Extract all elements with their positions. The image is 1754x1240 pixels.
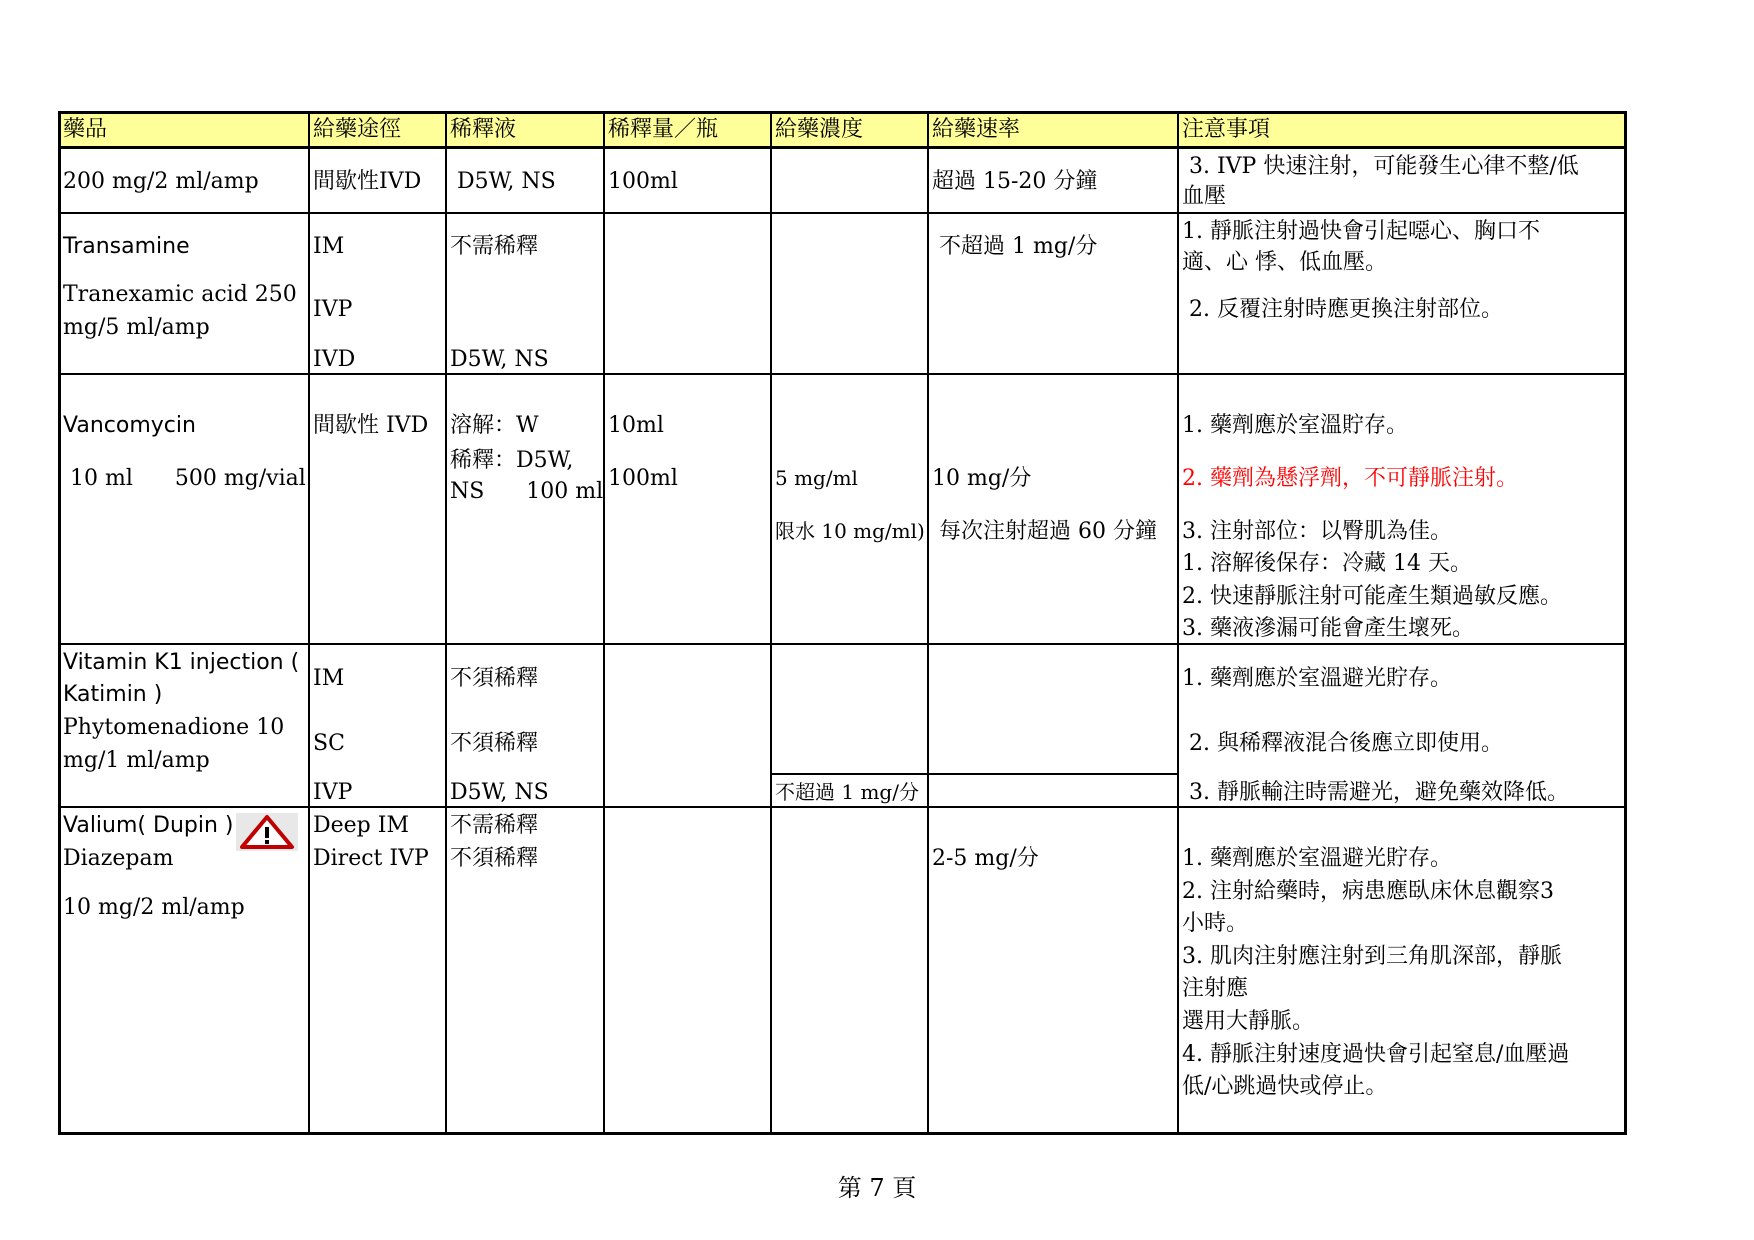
valium-generic: Diazepam [63,846,174,871]
vitk-note3: 3. 靜脈輸注時需避光，避免藥效降低。 [1182,780,1569,805]
cont-route: 間歇性IVD [313,169,422,194]
transamine-note2: 2. 反覆注射時應更換注射部位。 [1182,297,1503,322]
header-volume: 稀釋量／瓶 [608,117,719,142]
header-rate: 給藥速率 [932,117,1021,142]
transamine-generic-line2: mg/5 ml/amp [63,315,210,340]
cont-diluent: D5W, NS [450,169,556,194]
vancomycin-note5: 2. 快速靜脈注射可能產生類過敏反應。 [1182,584,1562,609]
header-diluent: 稀釋液 [450,117,517,142]
vancomycin-volume1: 10ml [608,413,664,438]
vancomycin-spec: 10 ml 500 mg/vial [63,466,306,491]
vancomycin-rate-limit: 每次注射超過 60 分鐘 [932,519,1157,544]
page-number: 第 7 頁 [837,1174,917,1202]
valium-note3-line2: 注射應 [1182,976,1249,1001]
warning-triangle-icon [236,813,298,851]
vitk-generic-line2: mg/1 ml/amp [63,748,210,773]
vitk-name-line1: Vitamin K1 injection ( [63,650,300,675]
valium-note2-line2: 小時。 [1182,911,1249,936]
transamine-rate: 不超過 1 mg/分 [932,234,1098,259]
transamine-note1-line2: 適、心 悸、低血壓。 [1182,250,1387,275]
vancomycin-dilute-line1: 稀釋：D5W, [450,448,574,473]
cont-volume: 100ml [608,169,678,194]
header-concentration: 給藥濃度 [775,117,864,142]
valium-note1: 1. 藥劑應於室溫避光貯存。 [1182,846,1452,871]
valium-route2: Direct IVP [313,846,429,871]
vancomycin-rate: 10 mg/分 [932,466,1032,491]
vancomycin-name: Vancomycin [63,413,196,438]
valium-note3-line1: 3. 肌肉注射應注射到三角肌深部，靜脈 [1182,944,1562,969]
transamine-name: Transamine [63,234,190,259]
vancomycin-concentration-limit: 限水 10 mg/ml) [775,519,925,543]
vancomycin-dissolve: 溶解：W [450,413,539,438]
vitk-route-sc: SC [313,731,345,756]
valium-note3-line3: 選用大靜脈。 [1182,1009,1315,1034]
vitk-route-im: IM [313,666,345,691]
vitk-diluent-ivp: D5W, NS [450,780,549,805]
vancomycin-dilute-line2: NS 100 ml [450,479,604,504]
header-route: 給藥途徑 [313,117,402,142]
header-notes: 注意事項 [1182,117,1271,142]
vancomycin-volume2: 100ml [608,466,678,491]
vitk-generic-line1: Phytomenadione 10 [63,715,285,740]
transamine-route-ivd: IVD [313,347,356,372]
vancomycin-note3: 3. 注射部位：以臀肌為佳。 [1182,519,1452,544]
vancomycin-note1: 1. 藥劑應於室溫貯存。 [1182,413,1408,438]
valium-note4-line2: 低/心跳過快或停止。 [1182,1074,1388,1099]
transamine-generic-line1: Tranexamic acid 250 [63,282,297,307]
transamine-route-im: IM [313,234,345,259]
cont-note-line2: 血壓 [1182,184,1227,209]
valium-note4-line1: 4. 靜脈注射速度過快會引起窒息/血壓過 [1182,1042,1570,1067]
vitk-name-line2: Katimin ) [63,682,163,707]
transamine-note1-line1: 1. 靜脈注射過快會引起噁心、胸口不 [1182,219,1540,244]
vancomycin-note4: 1. 溶解後保存：冷藏 14 天。 [1182,551,1472,576]
vitk-note2: 2. 與稀釋液混合後應立即使用。 [1182,731,1503,756]
vancomycin-note6: 3. 藥液滲漏可能會產生壞死。 [1182,616,1474,641]
valium-rate: 2-5 mg/分 [932,846,1039,871]
cont-note-line1: 3. IVP 快速注射，可能發生心律不整/低 [1182,154,1579,179]
vitk-diluent-sc: 不須稀釋 [450,731,539,756]
transamine-route-ivp: IVP [313,297,353,322]
cont-rate: 超過 15-20 分鐘 [932,169,1098,194]
vancomycin-route: 間歇性 IVD [313,413,429,438]
vitk-note1: 1. 藥劑應於室溫避光貯存。 [1182,666,1452,691]
vitk-rate-ivp: 不超過 1 mg/分 [775,780,919,804]
vitk-route-ivp: IVP [313,780,353,805]
cont-drug: 200 mg/2 ml/amp [63,169,259,194]
valium-diluent1: 不需稀釋 [450,813,539,838]
header-drug: 藥品 [63,117,108,142]
valium-spec: 10 mg/2 ml/amp [63,895,245,920]
vancomycin-concentration: 5 mg/ml [775,466,858,490]
valium-diluent2: 不須稀釋 [450,846,539,871]
vitk-diluent-im: 不須稀釋 [450,666,539,691]
valium-note2-line1: 2. 注射給藥時，病患應臥床休息觀察3 [1182,879,1554,904]
valium-name: Valium( Dupin ) [63,813,234,838]
vancomycin-note2-warning: 2. 藥劑為懸浮劑，不可靜脈注射。 [1182,466,1518,491]
valium-route1: Deep IM [313,813,409,838]
transamine-diluent-im: 不需稀釋 [450,234,539,259]
transamine-diluent-ivd: D5W, NS [450,347,549,372]
